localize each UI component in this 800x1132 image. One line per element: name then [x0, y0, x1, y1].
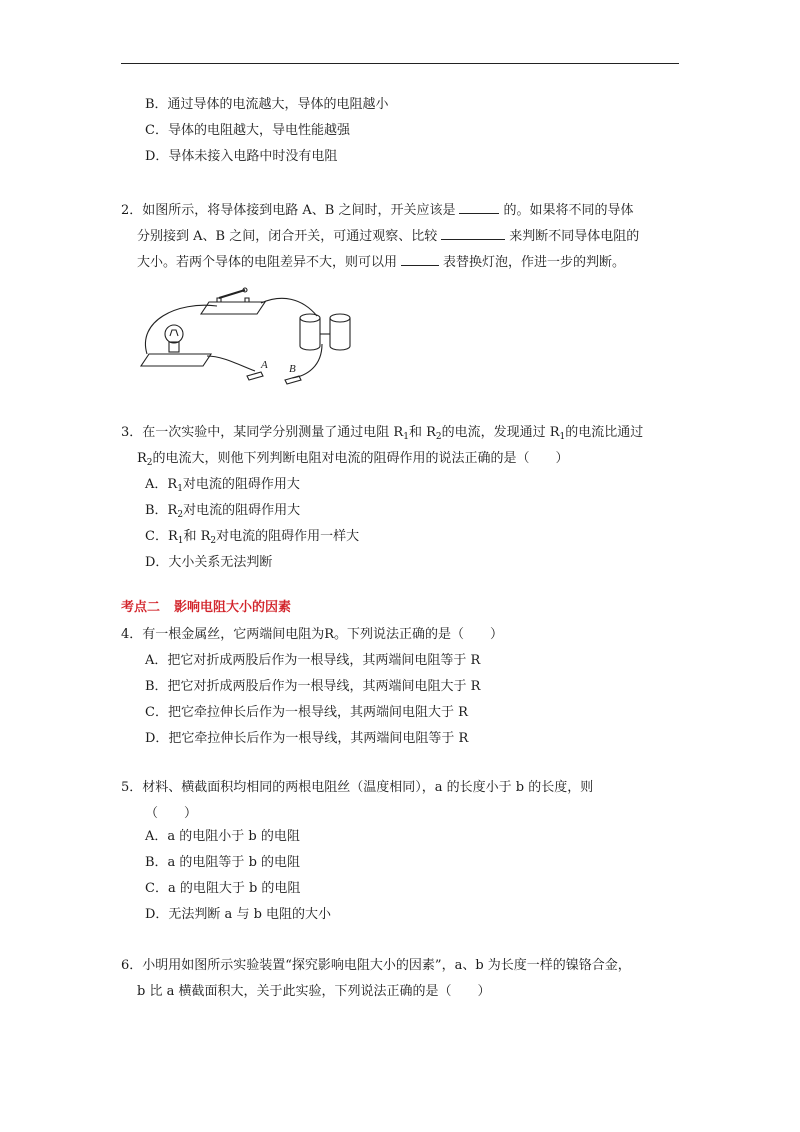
- q4-option-c: C．把它牵拉伸长后作为一根导线，其两端间电阻大于 R: [145, 705, 468, 720]
- q3-text: C．R: [145, 529, 178, 544]
- section-heading: [121, 599, 291, 617]
- wire-left: [145, 305, 217, 354]
- header-rule: [121, 63, 679, 64]
- q3-sub: 1: [177, 484, 183, 494]
- q3-sub: 2: [146, 458, 153, 468]
- wire-to-a: [207, 356, 255, 371]
- clip-a: [247, 372, 263, 380]
- q2-line-1: [121, 201, 634, 220]
- q3-text: 的电流大，则他下列判断电阻对电流的阻碍作用的说法正确的是（ ）: [152, 451, 569, 466]
- q3-sub: 1: [177, 536, 184, 546]
- q2-text: 来判断不同导体电阻的: [509, 229, 640, 244]
- q4-stem: 4．有一根金属丝，它两端间电阻为R。下列说法正确的是（ ）: [121, 627, 504, 642]
- q3-text: 和 R: [408, 425, 436, 440]
- q1-option-c: C．导体的电阻越大，导电性能越强: [145, 123, 350, 138]
- switch-lever: [219, 290, 245, 298]
- q3-text: 的电流比通过: [565, 425, 644, 440]
- q3-sub: 1: [403, 432, 409, 442]
- section-label: 考点二: [121, 600, 161, 615]
- bulb: [165, 325, 183, 343]
- q6-stem-line-1: 6．小明用如图所示实验装置“探究影响电阻大小的因素”，a、b 为长度一样的镍铬合金，: [121, 958, 631, 973]
- q1-option-d: D．导体未接入电路中时没有电阻: [145, 149, 338, 164]
- q3-sub: 2: [210, 536, 217, 546]
- switch-base: [201, 302, 265, 314]
- q3-line-1: [121, 424, 643, 442]
- q3-line-2: [137, 450, 569, 468]
- clip-b: [285, 376, 301, 384]
- bulb-board: [141, 354, 211, 366]
- q3-text: R: [137, 451, 147, 466]
- q3-text: 和 R: [183, 529, 211, 544]
- wire-top-right: [261, 298, 317, 316]
- q3-option-b: [145, 502, 300, 520]
- q5-stem-line-2: （ ）: [145, 806, 198, 821]
- q2-text: 分别接到 A、B 之间，闭合开关，可通过观察、比较: [137, 229, 438, 244]
- q3-text: B．R: [145, 503, 178, 518]
- q2-blank-1[interactable]: [459, 201, 499, 214]
- q2-text: 的。如果将不同的导体: [503, 203, 634, 218]
- q5-option-c: C．a 的电阻大于 b 的电阻: [145, 881, 301, 896]
- q2-blank-2[interactable]: [441, 227, 505, 240]
- q2-text: 表替换灯泡，作进一步的判断。: [443, 255, 626, 270]
- q5-option-a: A．a 的电阻小于 b 的电阻: [145, 829, 300, 844]
- q2-text: 大小。若两个导体的电阻差异不大，则可以用: [137, 255, 398, 270]
- q5-option-b: B．a 的电阻等于 b 的电阻: [145, 855, 301, 870]
- q5-stem-line-1: 5．材料、横截面积均相同的两根电阻丝（温度相同），a 的长度小于 b 的长度，则: [121, 780, 594, 795]
- section-title: 影响电阻大小的因素: [174, 600, 292, 615]
- q1-option-b: B．通过导体的电流越大，导体的电阻越小: [145, 97, 389, 112]
- q3-option-d: D．大小关系无法判断: [145, 555, 273, 570]
- circuit-figure: [137, 276, 367, 394]
- q3-text: 对电流的阻碍作用一样大: [216, 529, 360, 544]
- q3-option-a: [145, 476, 300, 494]
- label-a: A: [261, 359, 268, 371]
- q3-text: 的电流，发现通过 R: [441, 425, 560, 440]
- q2-line-2: [137, 227, 639, 246]
- q3-text: 3．在一次实验中，某同学分别测量了通过电阻 R: [121, 425, 404, 440]
- q5-option-d: D．无法判断 a 与 b 电阻的大小: [145, 907, 332, 922]
- q3-sub: 2: [177, 510, 184, 520]
- q3-text: 对电流的阻碍作用大: [182, 477, 300, 492]
- q4-option-d: D．把它牵拉伸长后作为一根导线，其两端间电阻等于 R: [145, 731, 469, 746]
- q3-text: 对电流的阻碍作用大: [183, 503, 301, 518]
- q6-stem-line-2: b 比 a 横截面积大，关于此实验，下列说法正确的是（ ）: [137, 984, 491, 999]
- q2-blank-3[interactable]: [401, 253, 439, 266]
- q3-option-c: [145, 528, 359, 546]
- label-b: B: [289, 363, 296, 375]
- q4-option-b: B．把它对折成两股后作为一根导线，其两端间电阻大于 R: [145, 679, 481, 694]
- q3-sub: 2: [435, 432, 442, 442]
- q3-sub: 1: [559, 432, 566, 442]
- q2-line-3: [137, 253, 625, 272]
- q4-option-a: A．把它对折成两股后作为一根导线，其两端间电阻等于 R: [145, 653, 481, 668]
- q3-text: A．R: [145, 477, 178, 492]
- q2-text: 2．如图所示，将导体接到电路 A、B 之间时，开关应该是: [121, 203, 456, 218]
